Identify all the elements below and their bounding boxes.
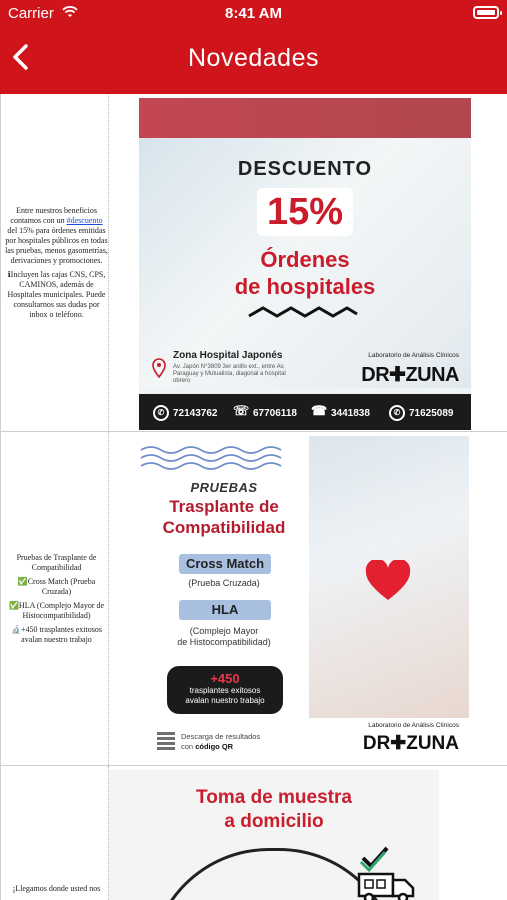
whatsapp-icon: ✆: [389, 405, 405, 421]
whatsapp-icon: ✆: [153, 405, 169, 421]
phone-number: 67706118: [253, 407, 297, 419]
lab-caption: Laboratorio de Análisis Clínicos: [368, 352, 459, 359]
discount-heading: DESCUENTO: [237, 158, 373, 180]
hashtag-link[interactable]: #descuento: [66, 215, 103, 225]
orders-title-line: Órdenes: [260, 247, 350, 272]
orders-title-line: de hospitales: [234, 274, 376, 299]
transplant-count: +450: [210, 671, 240, 686]
text-segment: Entre nuestros beneficios contamos con un: [10, 205, 97, 225]
download-caption-line: Descarga de resultados: [181, 732, 261, 741]
hands-heart-photo: [309, 436, 469, 718]
transplant-count-line: trasplantes exitosos: [189, 686, 261, 695]
home-sample-title-line: a domicilio: [224, 811, 324, 832]
nav-bar: [0, 28, 507, 94]
status-bar: [0, 0, 507, 28]
download-caption-bold: código QR: [195, 742, 234, 751]
clock: 8:41 AM: [225, 5, 282, 22]
phone-icon: ☏: [233, 403, 250, 418]
post-image-descuento[interactable]: [139, 98, 471, 430]
phone-entry: [389, 405, 454, 421]
address-label: Av. Japón N°3809 3er anillo ext., entre Av. Paraguay y Mutualista, diagonal a hospital obrero: [173, 364, 286, 384]
phones-bar: [139, 394, 471, 430]
hla-caption: [139, 626, 309, 648]
phone-entry: [153, 405, 218, 421]
zigzag-decoration: [247, 304, 359, 320]
download-caption-line: [181, 742, 260, 752]
cross-match-caption: (Prueba Cruzada): [188, 578, 260, 588]
text-segment: del 15% para órdenes emitidas por hospitales públicos en todas las pruebas, menos gasometrías, derivaciones y promociones.: [5, 225, 108, 265]
qr-code-icon: [157, 732, 175, 750]
hla-caption-line: de Histocompatibilidad): [177, 637, 271, 647]
wave-decoration: [139, 444, 289, 474]
home-sample-title: [109, 786, 439, 834]
post-paragraph: ℹIncluyen las cajas CNS, CPS, CAMINOS, además de Hospitales municipales. Puede consultarnos sus dudas por inbox o teléfono.: [7, 269, 106, 319]
post-line: 🔬+450 trasplantes exitosos avalan nuestro trabajo: [11, 624, 102, 644]
post-text: [5, 432, 109, 765]
post-line: ✅HLA (Complejo Mayor de Histocompatibilidad): [8, 600, 105, 620]
phone-number: 3441838: [331, 407, 370, 419]
transplant-count-box: [167, 666, 283, 714]
post-line: ¡Llegamos donde usted nos: [12, 884, 101, 893]
transplant-title-line: Compatibilidad: [162, 518, 286, 537]
post-paragraph: [5, 206, 108, 266]
transplant-title: [139, 496, 309, 538]
discount-percent: 15%: [257, 188, 353, 236]
post-text: [5, 766, 109, 900]
phone-entry: [233, 405, 297, 421]
download-caption: [181, 732, 260, 752]
brand-logo: DR✚ZUNA: [362, 733, 459, 754]
battery-icon: [473, 6, 499, 19]
orders-title: [139, 246, 471, 300]
phone-number: 71625089: [409, 407, 454, 419]
download-caption-prefix: con: [181, 742, 196, 751]
post-text: [5, 94, 109, 431]
truck-icon: [353, 844, 417, 900]
hla-caption-line: (Complejo Mayor: [189, 626, 259, 636]
transplant-title-line: Trasplante de: [169, 497, 279, 516]
location-pin-icon: [151, 358, 167, 378]
carrier-label: Carrier: [8, 5, 54, 22]
telephone-icon: ☎: [311, 403, 328, 418]
post-image-trasplante[interactable]: [139, 436, 471, 764]
home-sample-title-line: Toma de muestra: [196, 787, 352, 808]
hla-pill: HLA: [179, 600, 271, 620]
transplant-count-line: avalan nuestro trabajo: [185, 696, 265, 705]
zone-label: Zona Hospital Japonés: [173, 350, 283, 361]
post-image-domicilio[interactable]: [109, 770, 439, 900]
tests-label: PRUEBAS: [190, 480, 258, 495]
list-item[interactable]: [1, 94, 507, 432]
phone-number: 72143762: [173, 407, 218, 419]
phone-entry: [311, 405, 370, 421]
post-line: Pruebas de Trasplante de Compatibilidad: [16, 552, 97, 572]
heart-icon: [365, 560, 411, 602]
brand-logo: DR✚ZUNA: [361, 364, 459, 386]
lab-caption: Laboratorio de Análisis Clínicos: [368, 722, 459, 729]
cross-match-pill: Cross Match: [179, 554, 271, 574]
page-title: Novedades: [188, 44, 319, 72]
post-line: ✅Cross Match (Prueba Cruzada): [17, 576, 96, 596]
list-item[interactable]: [1, 766, 507, 900]
torn-paper-header: [139, 98, 471, 140]
news-feed[interactable]: [0, 94, 507, 900]
list-item[interactable]: [1, 432, 507, 766]
